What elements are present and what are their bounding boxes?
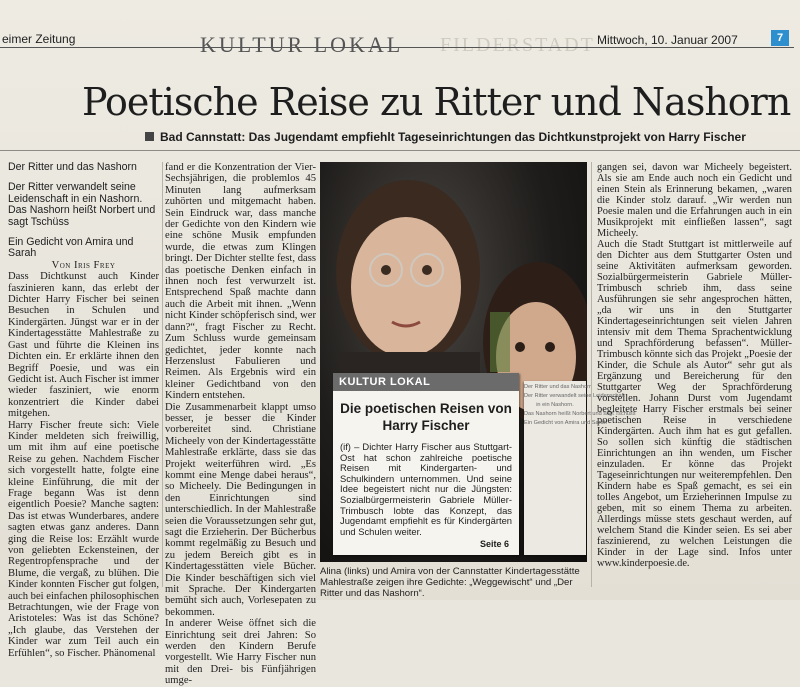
- paragraph: gangen sei, davon war Micheely begeistert. Als sie am Ende auch noch ein Gedicht und einen Stein als Erinnerung bekamen, „waren die Kinder stolz darauf. „Wir werden nun Poesie malen und die Erfahrungen auch in ein Musikprojekt mit einfließen lassen“, sagt Micheely.: [597, 162, 792, 239]
- clipping-banner: KULTUR LOKAL: [333, 373, 519, 391]
- poem-sheet-line: Das Nashorn heißt Norbert und sagt Tschüss: [524, 411, 636, 417]
- face-shape: [351, 217, 461, 357]
- held-newspaper-clipping: [333, 373, 519, 555]
- subheadline-text: Bad Cannstatt: Das Jugendamt empfiehlt Tageseinrichtungen das Dichtkunstprojekt von Harry Fischer: [160, 130, 746, 144]
- poem-sheet-line: Ein Gedicht von Amira und Sarah: [524, 420, 607, 426]
- poem-credit: Ein Gedicht von Amira und Sarah: [8, 236, 134, 260]
- page-number-badge: 7: [771, 30, 789, 46]
- masthead-rule: [0, 47, 794, 48]
- article-headline: Poetische Reise zu Ritter und Nashorn: [82, 80, 791, 124]
- article-column-1: [8, 162, 159, 659]
- poem-verse-2: Das Nashorn heißt Norbert und sagt Tschüss: [8, 204, 156, 228]
- bullet-square-icon: [145, 132, 154, 141]
- poem-sheet-line: Der Ritter verwandelt seine Leidenschaft: [524, 393, 625, 399]
- issue-date: Mittwoch, 10. Januar 2007: [597, 33, 738, 47]
- article-byline: Von Iris Frey: [51, 259, 116, 271]
- clipping-text: (if) – Dichter Harry Fischer aus Stuttgart-Ost hat schon zahlreiche poetische Reisen mit Kindergarten- und Schulkindern unternommen. Und seine Idee begeistert nicht nur die Jüngsten: Sozialbürgermeisterin Gabriele Müller-Trimbusch lobte das Konzept, das Jugendamt empfiehlt es für Kindergärten und Schulen weiter.: [340, 441, 512, 537]
- paragraph: fand er die Konzentration der Vier-Sechsjährigen, die problemlos 45 Minuten lang aufmerksam zuhörten und mitgemacht haben. Sein Eindruck war, dass manche der Gedichte von den Kindern wie eine schöne Musik empfunden wurde, die etwas zum Klingen bringt. Der Dichter stellte fest, dass das poetische Denken einfach in ihnen noch fest verwurzelt ist. Entsprechend Spaß machte dann auch die Arbeit mit ihnen. „Wenn nicht Kinder schöpferisch sind, wer dann?“, fragt Fischer zu Recht. Zum Schluss wurde gemeinsam gedichtet, jeder konnte nach Herzenslust Fabulieren und Reimen. Als Ergebnis wird ein kleiner Gedichtband von den Kindern entstehen.: [165, 162, 316, 402]
- column-divider: [591, 162, 592, 587]
- paragraph: Auch die Stadt Stuttgart ist mittlerweile auf den Dichter aus dem Stuttgarter Osten und seine Aktivitäten aufmerksam geworden. Sozialbürgermeisterin Gabriele Müller-Trimbusch schrieb ihm, dass seine Ausführungen sie sehr angesprochen hätten, „da wir uns in den Stuttgarter Kindertageseinrichtungen seit vielen Jahren intensiv mit dem Thema Sprachentwicklung und Sprachförderung befassen“. Müller-Trimbusch könnte sich das Projekt „Poesie der Kinder, die Schule als Autor“ sehr gut als Ergänzung und Bereicherung für den Stuttgarter Weg der Sprachförderung vorstellen. Johann Durst vom Jugendamt begleitete Harry Fischer erstmals bei seiner poetischen Reise in verschiedene Kindergärten. Auch ihm hat es gut gefallen. So sollen sich künftig die städtischen Einrichtungen an ihn wenden, um Fischer einzuladen. Er könne das Projekt Tageseinrichtungen nur weiterempfehlen. Den Kindern habe es Spaß gemacht, es sei ein tolles Angebot, um Erzieherinnen Impulse zu geben, mit so einem Thema zu arbeiten. Allerdings müsse stets geschaut werden, auf welchem Stand die Kinder seien. Es sei aber faszinierend, zu welchen Leistungen die Kinder in der Lage sind. Infos unter www.kinderpoesie.de.: [597, 239, 792, 569]
- poem-sheet-line: in ein Nashorn.: [536, 402, 574, 408]
- poem-verse-1: Der Ritter verwandelt seine Leidenschaft in ein Nashorn.: [8, 181, 143, 205]
- paragraph: Dass Dichtkunst auch Kinder faszinieren kann, das erlebt der Dichter Harry Fischer bei seinen Besuchen in Schulen und Kindergärten. Jüngst war er in der Kindertagesstätte Mahlestraße zu Gast und führte die Kleinen ins Dichten ein. Er erklärte ihnen den Begriff Poesie, und was ein Gedicht ist. Auch Fischer ist immer wieder fasziniert, wie enorm konzentriert die Kinder dabei mitgehen.: [8, 271, 159, 420]
- photo-caption: Alina (links) und Amira von der Cannstatter Kindertagesstätte Mahlestraße zeigen ihre Gedichte: „Weggewischt“ und „Der Ritter und das Nashorn“.: [320, 566, 580, 599]
- paragraph: Harry Fischer freute sich: Viele Kinder meldeten sich freiwillig, um mit ihm auf eine poetische Reise zu gehen. Nachdem Fischer sich vorgestellt hatte, folgte eine kleine Einführung, die mit der Frage begann Was ist denn eigentlich Poesie? Manche sagten: Das ist etwas Wunderbares, andere sagten etwas ganz anderes. Dann ging die Reise los: Erzählt wurde von geliebten Eckensteinen, der Regentropfensprache und der Blume, die vergaß, zu blühen. Die Kinder konnten Fischer gut folgen, auch bei einfachen philosophischen Betrachtungen, wie der Frage von Aristoteles: Was ist das Schöne? „Ich glaube, das Verstehen der Kinder war zum Teil auch ein Erfühlen“, so Fischer. Phänomenal: [8, 419, 159, 659]
- held-poem-sheet: [524, 381, 636, 555]
- clipping-page-ref: Seite 6: [479, 539, 509, 549]
- article-subheadline: [145, 130, 746, 144]
- clipping-title: Die poetischen Reisen von Harry Fischer: [340, 401, 512, 433]
- headline-rule: [0, 150, 800, 151]
- paragraph: Die Zusammenarbeit klappt umso besser, je besser die Kinder vorbereitet sind. Christiane Micheely von der Kindertagesstätte Mahlestraße erklärte, dass sie das Projekt weiterführen wird. „Es kommt eine Menge dabei heraus“, so Micheely. Die Bedingungen in den Einrichtungen sind unterschiedlich. In der Mahlestraße seien die Voraussetzungen sehr gut, sagt die Erzieherin. Der Bücherbus kommt regelmäßig zu Besuch und zu jedem Bereich gibt es in Kindertagesstätten viele Bücher. Die Kinder beschäftigen sich viel mit Sprache. Der Kindergarten bemüht sich auch, Vorlesepaten zu bekommen.: [165, 401, 316, 618]
- section-label: KULTUR LOKAL: [200, 32, 404, 57]
- bleed-through-text: FILDERSTADT: [440, 34, 595, 56]
- column-divider: [162, 162, 163, 587]
- article-column-2: [165, 162, 316, 687]
- article-column-4: [597, 162, 792, 569]
- paragraph: In anderer Weise öffnet sich die Einrichtung seit drei Jahren: So werden den Kindern Berufe vorgestellt. Wie Harry Fischer nun mit den Drei- bis Fünfjährigen umge-: [165, 618, 316, 687]
- poem-sheet-line: Der Ritter und das Nashorn: [524, 384, 593, 390]
- poem-title: Der Ritter und das Nashorn: [8, 161, 137, 173]
- newspaper-name: eimer Zeitung: [2, 32, 76, 46]
